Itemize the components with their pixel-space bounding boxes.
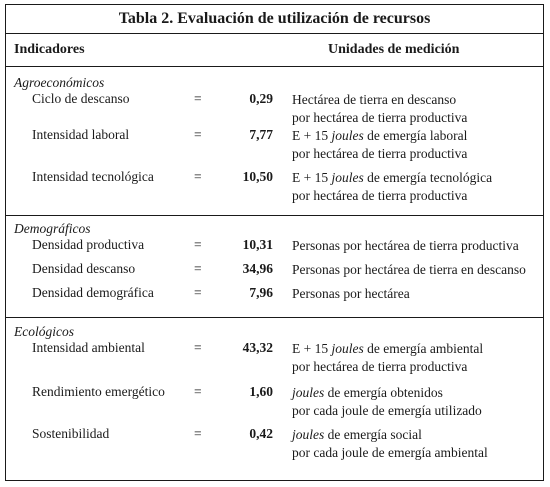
section-2 <box>6 216 543 318</box>
unit-line-2: por hectárea de tierra productiva <box>292 188 468 203</box>
equals-sign: = <box>194 340 202 355</box>
header-indicadores: Indicadores <box>14 42 85 57</box>
table-row <box>6 261 543 285</box>
table-body <box>6 67 543 470</box>
unit-description <box>292 261 526 279</box>
indicator-value: 7,77 <box>249 127 273 142</box>
table-row <box>6 127 543 169</box>
indicator-value: 34,96 <box>242 261 273 276</box>
equals-sign: = <box>194 384 202 399</box>
unit-emphasis: joules <box>331 341 364 356</box>
indicator-value: 43,32 <box>242 340 273 355</box>
unit-description <box>292 127 467 163</box>
unit-emphasis: joules <box>331 128 364 143</box>
unit-description <box>292 340 483 376</box>
equals-sign: = <box>194 169 202 184</box>
equals-sign: = <box>194 91 202 106</box>
unit-line-1: Personas por hectárea de tierra productiva <box>292 238 519 253</box>
table-row <box>6 91 543 127</box>
indicator-value: 1,60 <box>249 384 273 399</box>
indicator-value: 0,29 <box>249 91 273 106</box>
unit-line-2: por hectárea de tierra productiva <box>292 359 468 374</box>
unit-line-1: Personas por hectárea de tierra en descanso <box>292 262 526 277</box>
section-1 <box>6 67 543 216</box>
unit-description <box>292 169 492 205</box>
section-title: Demográficos <box>14 221 91 236</box>
indicator-value: 0,42 <box>249 426 273 441</box>
indicator-value: 10,31 <box>242 237 273 252</box>
indicator-label: Sostenibilidad <box>32 426 110 441</box>
unit-emphasis: joules <box>292 427 325 442</box>
unit-line-2: por hectárea de tierra productiva <box>292 110 468 125</box>
section-3 <box>6 318 543 470</box>
table-row <box>6 285 543 313</box>
indicator-label: Densidad descanso <box>32 261 136 276</box>
unit-emphasis: joules <box>292 385 325 400</box>
indicator-label: Intensidad tecnológica <box>32 169 154 184</box>
unit-line-1: Hectárea de tierra en descanso <box>292 92 457 107</box>
indicator-label: Ciclo de descanso <box>32 91 130 106</box>
unit-description <box>292 237 519 255</box>
indicator-label: Densidad productiva <box>32 237 145 252</box>
indicator-value: 10,50 <box>242 169 273 184</box>
resource-table <box>5 4 544 481</box>
indicator-label: Intensidad laboral <box>32 127 130 142</box>
indicator-value: 7,96 <box>249 285 273 300</box>
indicator-label: Rendimiento emergético <box>32 384 165 399</box>
unit-line-2: por hectárea de tierra productiva <box>292 146 468 161</box>
unit-line-1: joules de emergía social <box>292 427 422 442</box>
unit-line-2: por cada joule de emergía utilizado <box>292 403 482 418</box>
unit-line-1: E + 15 joules de emergía ambiental <box>292 341 484 356</box>
equals-sign: = <box>194 237 202 252</box>
unit-description <box>292 285 410 303</box>
unit-line-1: joules de emergía obtenidos <box>292 385 443 400</box>
unit-emphasis: joules <box>331 170 364 185</box>
table-title: Tabla 2. Evaluación de utilización de recursos <box>6 5 543 34</box>
indicator-label: Densidad demográfica <box>32 285 154 300</box>
header-unidades: Unidades de medición <box>328 42 460 57</box>
equals-sign: = <box>194 285 202 300</box>
unit-line-1: Personas por hectárea <box>292 286 410 301</box>
section-title: Ecológicos <box>14 324 74 339</box>
table-row <box>6 169 543 211</box>
table-row <box>6 384 543 426</box>
unit-line-1: E + 15 joules de emergía tecnológica <box>292 170 493 185</box>
unit-description <box>292 426 488 462</box>
unit-description <box>292 384 482 420</box>
table-row <box>6 340 543 384</box>
indicator-label: Intensidad ambiental <box>32 340 145 355</box>
unit-line-1: E + 15 joules de emergía laboral <box>292 128 468 143</box>
equals-sign: = <box>194 127 202 142</box>
table-row <box>6 237 543 261</box>
unit-description <box>292 91 467 127</box>
table-header <box>6 34 543 67</box>
section-title: Agroeconómicos <box>14 75 105 90</box>
table-row <box>6 426 543 466</box>
equals-sign: = <box>194 426 202 441</box>
equals-sign: = <box>194 261 202 276</box>
unit-line-2: por cada joule de emergía ambiental <box>292 445 488 460</box>
